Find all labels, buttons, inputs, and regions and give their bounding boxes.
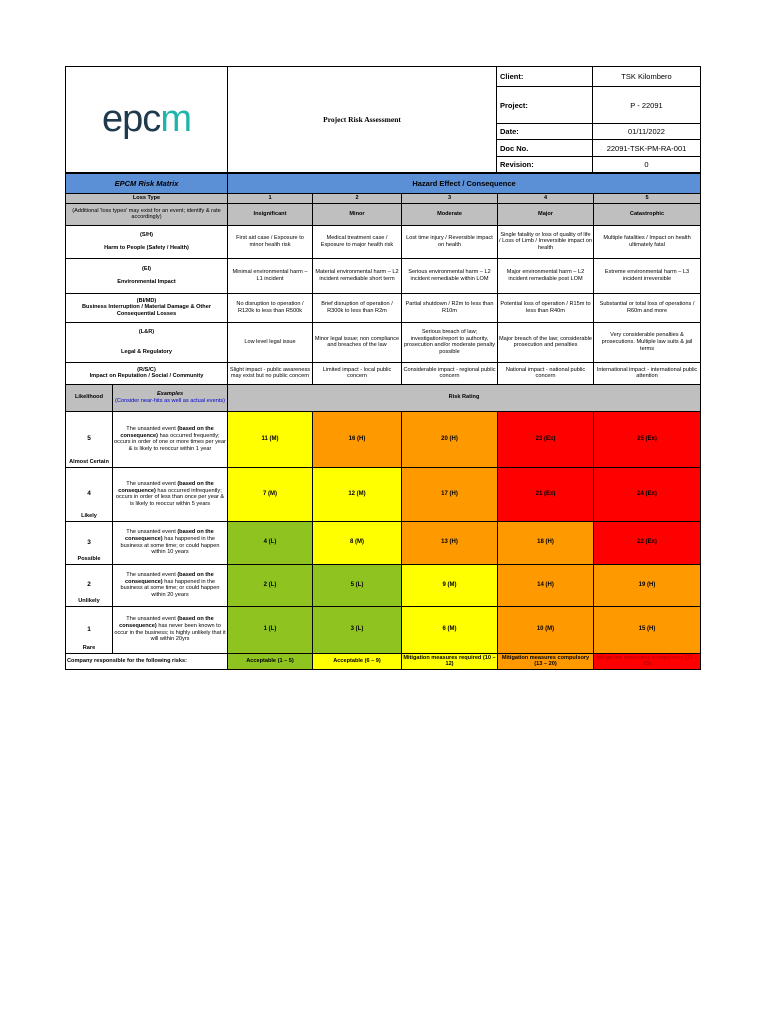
consequence-cell: Serious environmental harm – L2 incident remediable within LOM [402,258,498,293]
severity-number: 4 [498,194,594,204]
consequence-cell: Low level legal issue [228,322,313,362]
loss-type-code: (BI/MD) [136,297,157,304]
consequence-cell: Minor legal issue; non compliance and breaches of the law [313,322,402,362]
field-label-doc-no: Doc No. [497,140,593,157]
consequence-cell: Potential loss of operation / R15m to less than R40m [498,293,594,322]
loss-type-row [66,362,701,384]
example-emphasis: (based on the consequence) [120,425,214,439]
loss-type-row [66,225,701,258]
likelihood-number: 5 [87,435,91,443]
risk-rating-cell: 9 (M) [402,564,498,606]
likelihood-row [66,411,701,467]
risk-rating-cell: 10 (M) [498,606,594,653]
risk-matrix [65,173,701,670]
loss-type-label: Loss Type [66,194,228,204]
severity-name: Insignificant [228,203,313,225]
loss-type-note: (Additional 'loss types' may exist for an event; identify & rate accordingly) [66,203,228,225]
field-label-project: Project: [497,87,593,124]
example-emphasis: (based on the consequence) [125,529,214,542]
consequence-cell: Very considerable penalties & prosecutions. Multiple law suits & jail terms [594,322,701,362]
loss-type-header [66,322,228,362]
likelihood-label: Likelihood [66,384,113,411]
risk-rating-label: Risk Rating [228,384,701,411]
risk-rating-cell: 22 (Ex) [594,521,701,564]
likelihood-cell [66,564,113,606]
likelihood-word: Unlikely [78,598,100,604]
example-text: has occurred frequently; occurs in order of one or more times per year & is likely to reoccur within 1 year [114,432,226,452]
likelihood-number: 3 [87,538,91,546]
consequence-cell: National impact - national public concern [498,362,594,384]
risk-assessment-document [65,66,700,670]
consequence-cell: Minimal environmental harm – L1 incident [228,258,313,293]
consequence-cell: Medical treatment case / Exposure to major health risk [313,225,402,258]
example-text: The unsanted event [126,571,178,578]
severity-name: Catastrophic [594,203,701,225]
loss-type-code: (S/H) [139,231,154,238]
field-value-doc-no: 22091-TSK-PM-RA-001 [593,140,701,157]
loss-type-code: (R/S/C) [137,366,156,373]
loss-type-header [66,293,228,322]
consequence-cell: Material environmental harm – L2 incident remediable short term [313,258,402,293]
risk-rating-cell: 6 (M) [402,606,498,653]
footer-label: Company responsible for the following risks: [66,653,228,669]
risk-rating-cell: 20 (H) [402,411,498,467]
consequence-cell: Brief disruption of operation / R300k to less than R2m [313,293,402,322]
loss-type-row [66,258,701,293]
severity-number: 2 [313,194,402,204]
example-text: The unsanted event [126,480,178,487]
risk-rating-cell: 3 (L) [313,606,402,653]
risk-rating-cell: 13 (H) [402,521,498,564]
example-text: has never been known to occur in the business; is highly unlikely that it will within 20yrs [114,623,226,643]
loss-type-row [66,293,701,322]
risk-rating-cell: 8 (M) [313,521,402,564]
example-text: The unsanted event [126,529,178,536]
risk-rating-cell: 17 (H) [402,467,498,521]
risk-category-acceptable-medium: Acceptable (6 – 9) [313,653,402,669]
risk-rating-cell: 24 (Ex) [594,467,701,521]
likelihood-cell [66,606,113,653]
severity-name: Major [498,203,594,225]
likelihood-cell [66,521,113,564]
severity-number: 5 [594,194,701,204]
risk-rating-cell: 5 (L) [313,564,402,606]
risk-rating-cell: 21 (Ex) [498,467,594,521]
consequence-cell: Limited impact - local public concern [313,362,402,384]
risk-rating-cell: 1 (L) [228,606,313,653]
loss-type-header [66,258,228,293]
likelihood-word: Possible [77,556,101,562]
loss-type-code: (L&R) [138,328,155,335]
loss-type-code: (EI) [141,265,151,272]
loss-type-row [66,322,701,362]
field-label-revision: Revision: [497,157,593,173]
company-logo: epcm [66,67,228,173]
matrix-title: EPCM Risk Matrix [66,174,228,194]
risk-rating-cell: 11 (M) [228,411,313,467]
examples-note: (Consider near-hits as well as actual events) [114,397,226,404]
risk-category-mitigation-required: Mitigation measures required (10 – 12) [402,653,498,669]
field-value-client: TSK Kilombero [593,67,701,87]
consequence-cell: Single fatality or loss of quality of life / Loss of Limb / Irreversible impact on health [498,225,594,258]
example-text: has happened in the business at some time; or could happen within 10 years [120,536,220,556]
likelihood-example [113,606,228,653]
loss-type-name: Environmental Impact [117,279,176,286]
risk-rating-cell: 12 (M) [313,467,402,521]
consequence-cell: Extreme environmental harm – L3 incident irreversible [594,258,701,293]
consequence-cell: Major environmental harm – L2 incident remediable post LOM [498,258,594,293]
loss-type-name: Legal & Regulatory [121,348,172,355]
risk-category-acceptable-low: Acceptable (1 – 5) [228,653,313,669]
example-text: The unsanted event [126,425,178,432]
loss-type-name: Impact on Reputation / Social / Community [89,373,204,380]
consequence-cell: First aid case / Exposure to minor health risk [228,225,313,258]
likelihood-number: 2 [87,581,91,589]
likelihood-word: Almost Certain [69,459,109,465]
risk-rating-cell: 25 (Ex) [594,411,701,467]
risk-rating-cell: 16 (H) [313,411,402,467]
risk-rating-cell: 19 (H) [594,564,701,606]
field-value-date: 01/11/2022 [593,124,701,140]
likelihood-row [66,606,701,653]
likelihood-example [113,564,228,606]
consequence-cell: Partial shutdown / R2m to less than R10m [402,293,498,322]
consequence-cell: Multiple fatalities / Impact on health ultimately fatal [594,225,701,258]
likelihood-word: Rare [82,645,96,651]
risk-rating-cell: 15 (H) [594,606,701,653]
severity-number: 1 [228,194,313,204]
loss-type-name: Harm to People (Safety / Health) [104,245,189,252]
consequence-cell: Substantial or total loss of operations / R60m and more [594,293,701,322]
likelihood-example [113,467,228,521]
field-value-revision: 0 [593,157,701,173]
examples-label: Examples [156,391,184,397]
risk-rating-cell: 4 (L) [228,521,313,564]
example-emphasis: (based on the consequence) [125,571,214,585]
risk-rating-cell: 18 (H) [498,521,594,564]
loss-type-header [66,225,228,258]
example-text: has happened in the business at some time; or could happen within 20 years [120,578,220,598]
likelihood-cell [66,411,113,467]
likelihood-cell [66,467,113,521]
field-label-date: Date: [497,124,593,140]
consequence-cell: International impact - international public attention [594,362,701,384]
field-label-client: Client: [497,67,593,87]
severity-number: 3 [402,194,498,204]
consequence-cell: Considerable impact - regional public concern [402,362,498,384]
consequence-cell: Serious breach of law; investigation/report to authority, prosecution and/or moderate penalty possible [402,322,498,362]
likelihood-number: 4 [87,490,91,498]
risk-rating-cell: 7 (M) [228,467,313,521]
risk-category-mitigation-compulsory-high: Mitigation measures compulsory (13 – 20) [498,653,594,669]
likelihood-example [113,411,228,467]
likelihood-row [66,467,701,521]
loss-type-name: Business Interruption / Material Damage & Other Consequential Losses [82,304,211,318]
risk-rating-cell: 2 (L) [228,564,313,606]
consequence-cell: Lost time injury / Reversible impact on health [402,225,498,258]
example-emphasis: (based on the consequence) [118,480,214,494]
severity-name: Moderate [402,203,498,225]
consequence-cell: No disruption to operation / R120k to less than R500k [228,293,313,322]
likelihood-number: 1 [87,625,91,633]
likelihood-example [113,521,228,564]
example-emphasis: (based on the consequence) [119,616,214,629]
document-header [65,66,701,173]
examples-header [113,384,228,411]
risk-rating-cell: 14 (H) [498,564,594,606]
loss-type-header [66,362,228,384]
consequence-title: Hazard Effect / Consequence [228,174,701,194]
example-text: The unsanted event [126,616,178,623]
field-value-project: P - 22091 [593,87,701,124]
severity-name: Minor [313,203,402,225]
risk-rating-cell: 23 (Ex) [498,411,594,467]
likelihood-word: Likely [81,513,97,519]
risk-category-mitigation-compulsory-extreme: Mitigation measures compulsory (21 – 25) [594,653,701,669]
example-text: has occurred infrequently; occurs in order of less than once per year & is likely to reoccur within 5 years [115,487,225,507]
page-title: Project Risk Assessment [228,67,497,173]
consequence-cell: Slight impact - public awareness may exist but no public concern [228,362,313,384]
consequence-cell: Major breach of the law; considerable prosecution and penalties [498,322,594,362]
likelihood-row [66,564,701,606]
likelihood-row [66,521,701,564]
